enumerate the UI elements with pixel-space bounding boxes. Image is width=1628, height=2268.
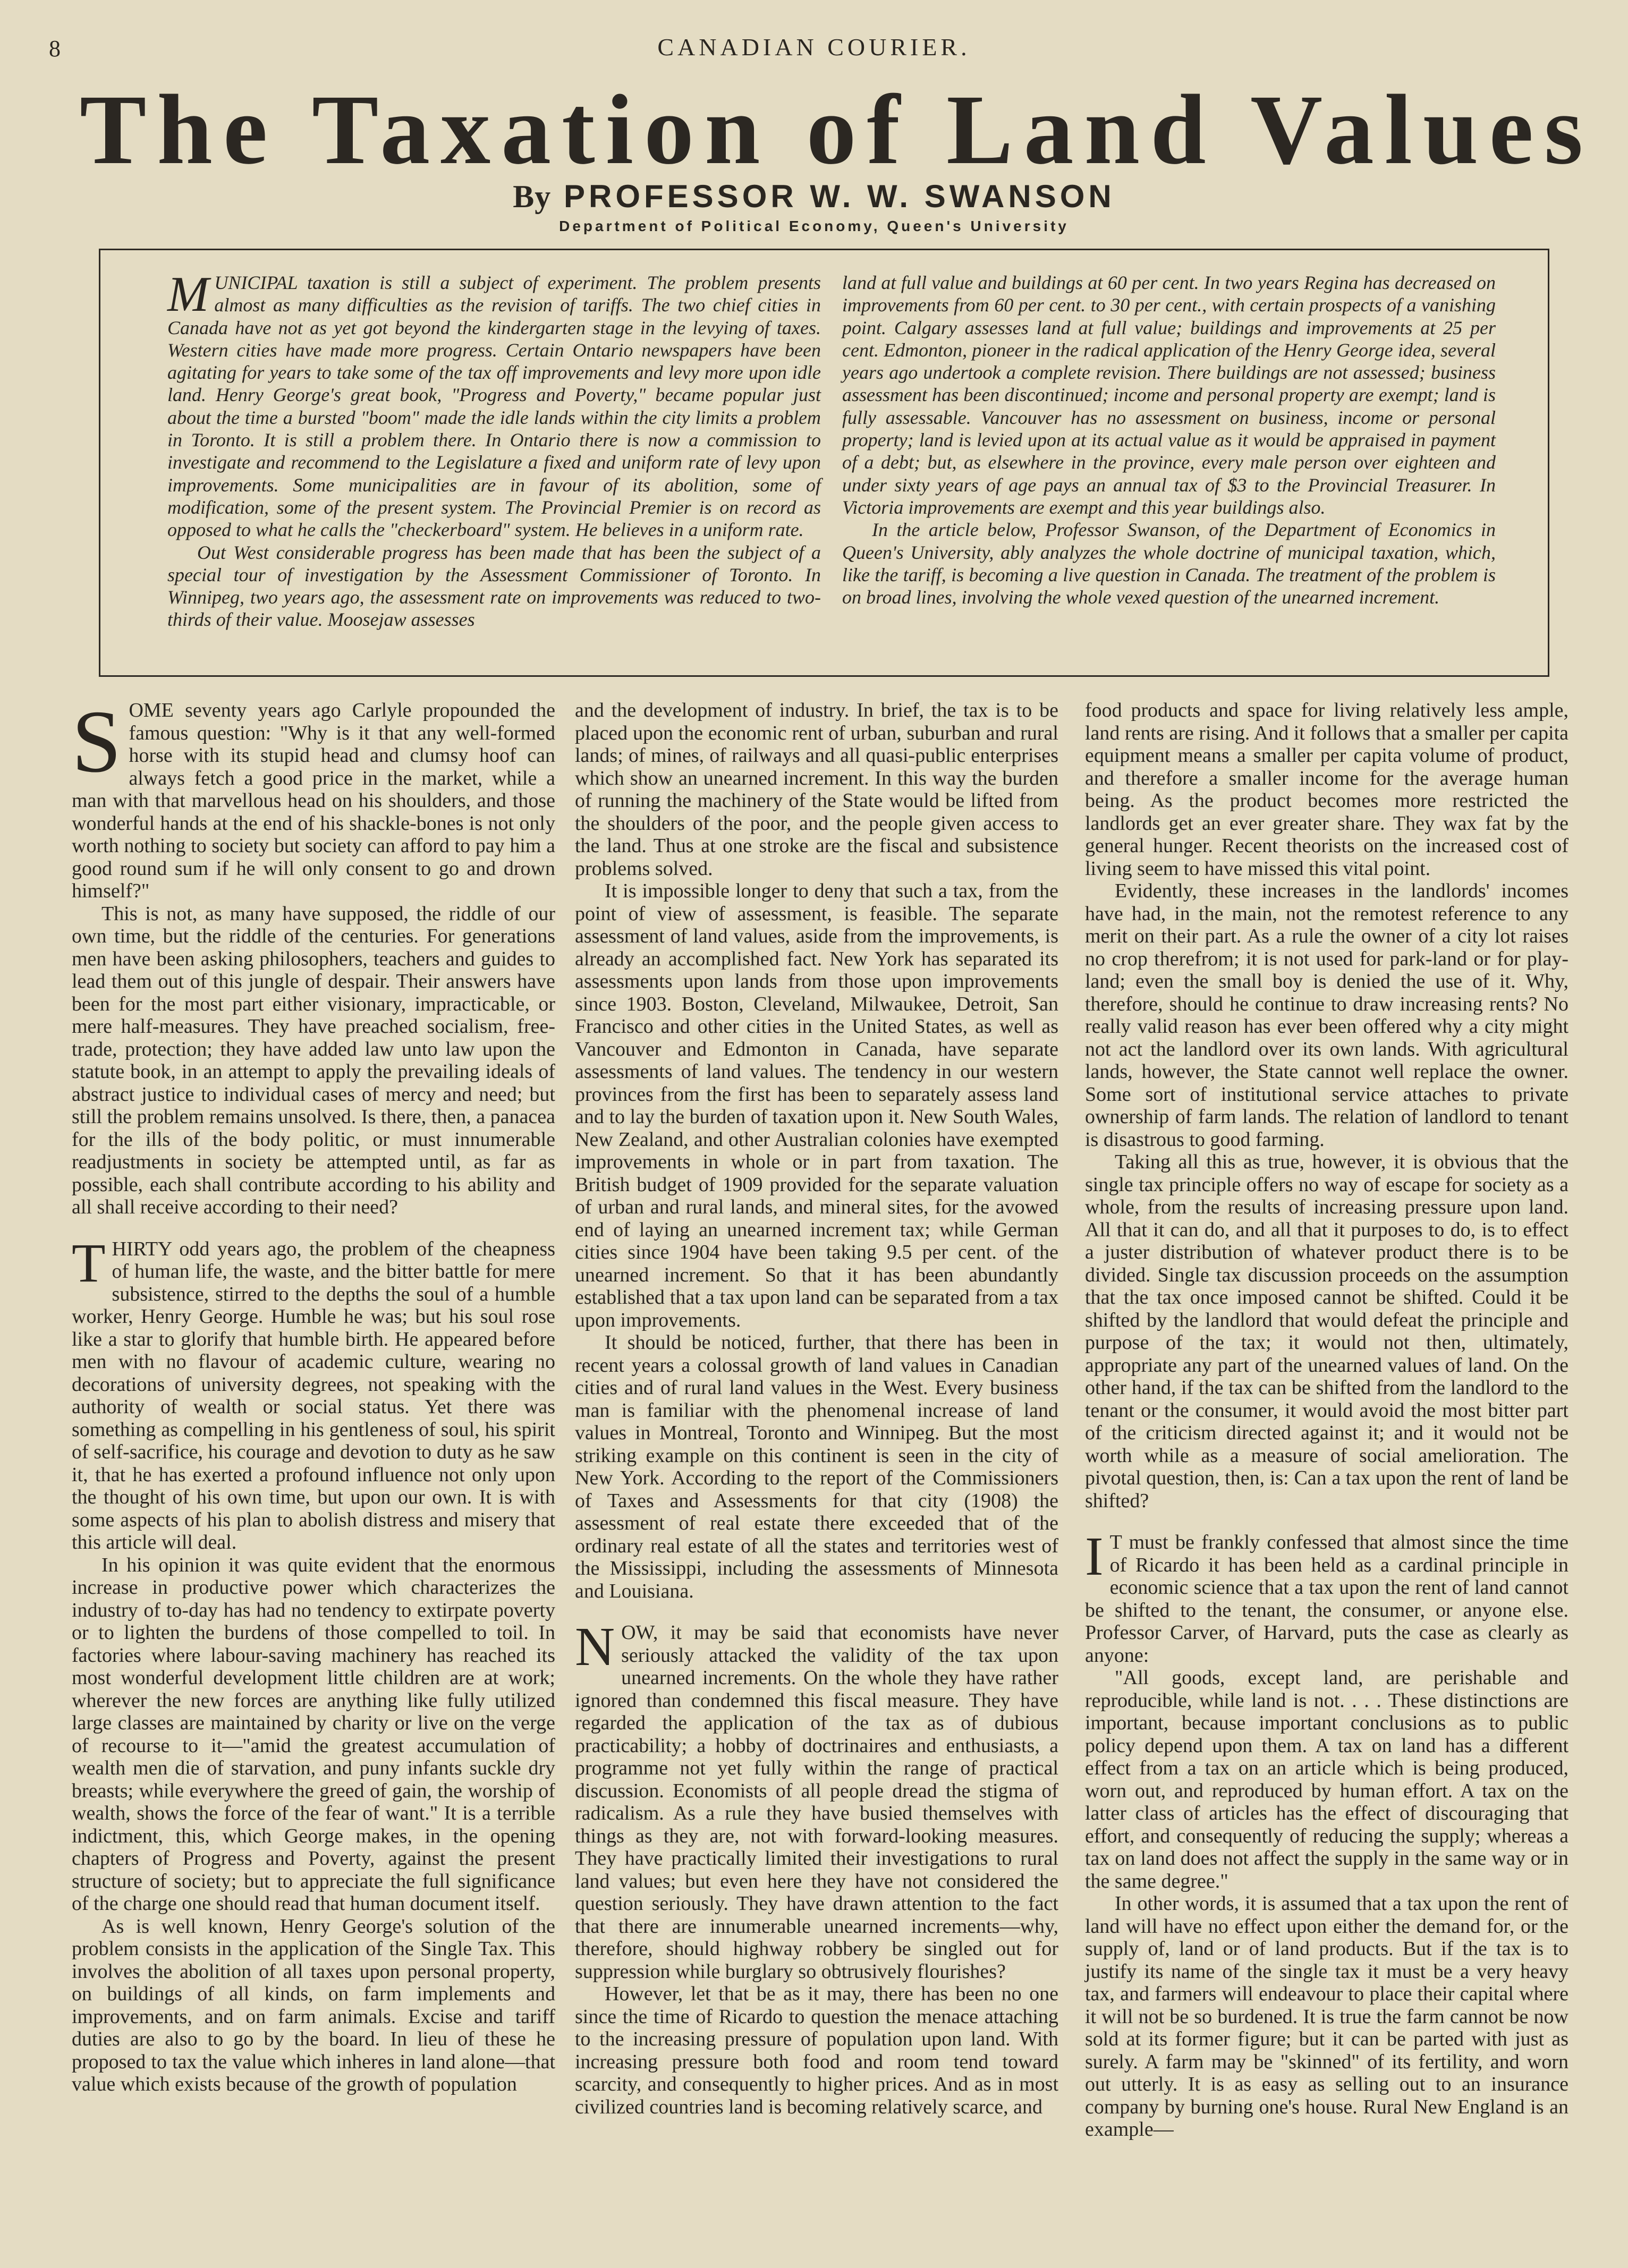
body-paragraph: As is well known, Henry George's solution of the problem consists in the application of the Single Tax. This involves the abolition of all taxes upon personal property, on buildings of all kinds, on farm implements and improvements, and on farm animals. Excise and tariff duties are also to go by the board. In lieu of these he proposed to tax the value which inheres in land alone—that value which exists because of the growth of population — [72, 1915, 555, 2095]
intro-column-left — [167, 267, 821, 631]
intro-paragraph: Out West considerable progress has been made that has been the subject of a special tour of investigation by the Assessment Commissioner of Toronto. In Winnipeg, two years ago, the assessment rate on improvements was reduced to two-thirds of their value. Moosejaw assesses — [167, 541, 821, 631]
body-paragraph: and the development of industry. In brief, the tax is to be placed upon the economic rent of urban, suburban and rural lands; of mines, of railways and all quasi-public enterprises which show an unearned increment. In this way the burden of running the machinery of the State would be lifted from the shoulders of the poor, and the people given access to the land. Thus at one stroke are the fiscal and subsistence problems solved. — [575, 699, 1058, 880]
intro-paragraph: In the article below, Professor Swanson, of the Department of Economics in Queen's University, ably analyzes the whole doctrine of municipal taxation, which, like the tariff, is becoming a live question in Canada. The treatment of the problem is on broad lines, involving the whole vexed question of the unearned increment. — [842, 519, 1496, 608]
body-paragraph: Evidently, these increases in the landlords' incomes have had, in the main, not the remotest reference to any merit on their part. As a rule the owner of a city lot raises no crop therefrom; it is not used for park-land or for play-land; even the small boy is denied the use of it. Why, therefore, should he continue to draw increasing rents? No really valid reason has ever been offered why a city might not act the landlord over its own lands. With agricultural lands, however, the State cannot well replace the owner. Some sort of institutional service attaches to private ownership of farm lands. The relation of landlord to tenant is disastrous to good farming. — [1085, 880, 1568, 1151]
body-column-3 — [1085, 699, 1568, 2141]
body-paragraph: "All goods, except land, are perishable and reproducible, while land is not. . . . These distinctions are important, because important conclusions as to public policy depend upon them. A tax on land has a different effect from a tax on an article which is being produced, worn out, and reproduced by human effort. A tax on the latter class of articles has the effect of discouraging that effort, and consequently of reducing the supply; whereas a tax on land does not affect the supply in the same way or in the same degree." — [1085, 1667, 1568, 1892]
intro-text: UNICIPAL taxation is still a subject of experiment. The problem presents almost as many difficulties as the revision of tariffs. The two chief cities in Canada have not as yet got beyond the kindergarten stage in the levying of taxes. Western cities have made more progress. Certain Ontario newspapers have been agitating for years to take some of the tax off improvements and levy more upon idle land. Henry George's great book, "Progress and Poverty," became popular just about the time a bursted "boom" made the idle lands within the city limits a problem in Toronto. It is still a problem there. In Ontario there is now a commission to investigate and recommend to the Legislature a fixed and uniform rate of levy upon improvements. Some municipalities are in favour of its abolition, some of modification, some of the present system. The Provincial Premier is on record as opposed to what he calls the "checkerboard" system. He believes in a uniform rate. — [167, 272, 821, 541]
paragraph-text: HIRTY odd years ago, the problem of the cheapness of human life, the waste, and the bitter battle for mere subsistence, stirred to the depths the soul of a humble worker, Henry George. Humble he was; but his soul rose like a star to glorify that humble birth. He appeared before men with no flavour of academic culture, wearing no decorations of university degrees, not speaking with the authority of wealth or social status. Yet there was something as compelling in his gentleness of soul, his spirit of self-sacrifice, his courage and devotion to duty as he saw it, that he has exerted a profound influence not only upon the thought of his own time, but upon our own. It is with some aspects of his plan to abolish distress and misery that this article will deal. — [72, 1237, 555, 1553]
author-department: Department of Political Economy, Queen's University — [559, 218, 1069, 234]
intro-paragraph: land at full value and buildings at 60 per cent. In two years Regina has decreased on improvements from 60 per cent. to 30 per cent., with certain prospects of a vanishing point. Calgary assesses land at full value; buildings and improvements at 25 per cent. Edmonton, pioneer in the radical application of the Henry George idea, several years ago undertook a complete revision. There buildings are not assessed; business assessment has been discontinued; income and personal property are exempt; land is fully assessable. Vancouver has no assessment on business, income or personal property; land is levied upon at its actual value as it would be appraised in payment of a debt; but, as elsewhere in the province, every male person over eighteen and under sixty years of age pays an annual tax of $3 to the Provincial Treasurer. In Victoria improvements are exempt and this year buildings also. — [842, 272, 1496, 518]
byline — [0, 178, 1628, 215]
author-name: PROFESSOR W. W. SWANSON — [563, 179, 1115, 214]
drop-cap: I — [1085, 1526, 1104, 1587]
body-paragraph: Taking all this as true, however, it is obvious that the single tax principle offers no way of escape for society as a whole, from the results of increasing pressure upon land. All that it can do, and all that it purposes to do, is to effect a juster distribution of whatever product there is to be divided. Single tax discussion proceeds on the assumption that the tax once imposed cannot be shifted. Could it be shifted by the landlord that would defeat the principle and purpose of the tax; it would not then, ultimately, appropriate any part of the unearned values of land. On the other hand, if the tax can be shifted from the landlord to the tenant or the consumer, it would avoid the most bitter part of the criticism directed against it; and it would not be worth while as a measure of social amelioration. The pivotal question, then, is: Can a tax upon the rent of land be shifted? — [1085, 1151, 1568, 1512]
paragraph-text: OW, it may be said that economists have never seriously attacked the validity of the tax upon unearned increments. On the whole they have rather ignored than condemned this fiscal measure. They have regarded the application of the tax as of dubious practicability; a hobby of doctrinaires and enthusiasts, a programme not yet fully within the range of practical discussion. Economists of all people dread the stigma of radicalism. As a rule they have busied themselves with things as they are, not with forward-looking measures. They have practically limited their investigations to rural land values; but even here they have not considered the question seriously. They have drawn attention to the fact that there are innumerable unearned increments—why, therefore, should highway robbery be singled out for suppression while burglary so obtrusively flourishes? — [575, 1621, 1058, 1983]
body-paragraph — [1085, 1526, 1568, 1667]
body-paragraph: In his opinion it was quite evident that the enormous increase in productive power which characterizes the industry of to-day has had no tendency to extirpate poverty or to lighten the burdens of those compelled to toil. In factories where labour-saving machinery has reached its most wonderful development little children are at work; wherever the new forces are anything like fully utilized large classes are maintained by charity or live on the verge of recourse to it—"amid the greatest accumulation of wealth men die of starvation, and puny infants suckle dry breasts; while everywhere the greed of gain, the worship of wealth, shows the force of the fear of want." It is a terrible indictment, this, which George makes, in the opening chapters of Progress and Poverty, against the present structure of society; but to appreciate the full significance of the charge one should read that human document itself. — [72, 1553, 555, 1915]
body-paragraph: However, let that be as it may, there has been no one since the time of Ricardo to question the menace attaching to the increasing pressure of population upon land. With increasing pressure both food and room tend toward scarcity, and consequently to higher prices. And as in most civilized countries land is becoming relatively scarce, and — [575, 1983, 1058, 2118]
body-paragraph — [72, 1232, 555, 1554]
body-paragraph: In other words, it is assumed that a tax upon the rent of land will have no effect upon either the demand for, or the supply of, land or of land products. But if the tax is to justify its name of the single tax it must be a very heavy tax, and farmers will endeavour to place their capital where it will not be so burdened. It is true the farm cannot be now sold at its former figure; but it can be parted with just as surely. A farm may be "skinned" of its fertility, and worn out utterly. It is as easy as selling out to an insurance company by burning one's house. Rural New England is an example— — [1085, 1892, 1568, 2140]
body-paragraph: It is impossible longer to deny that such a tax, from the point of view of assessment, is feasible. The separate assessment of land values, aside from the improvements, is already an accomplished fact. New York has separated its assessments upon lands from those upon improvements since 1903. Boston, Cleveland, Milwaukee, Detroit, San Francisco and other cities in the United States, as well as Vancouver and Edmonton in Canada, have separate assessments of land values. The tendency in our western provinces from the first has been to separately assess land and to lay the burden of taxation upon it. New South Wales, New Zealand, and other Australian colonies have exempted improvements in whole or in part from taxation. The British budget of 1909 provided for the separate valuation of urban and rural lands, and mineral sites, for the avowed end of laying an unearned increment tax; while German cities since 1904 have been taking 9.5 per cent. of the unearned increment. So that it has been abundantly established that a tax upon land can be separated from a tax upon improvements. — [575, 880, 1058, 1331]
drop-cap: T — [72, 1232, 106, 1294]
article-title: The Taxation of Land Values — [80, 74, 1594, 185]
paragraph-text: T must be frankly confessed that almost since the time of Ricardo it has been held as a cardinal principle in economic science that a tax upon the rent of land cannot be shifted to the tenant, the consumer, or anyone else. Professor Carver, of Harvard, puts the case as clearly as anyone: — [1085, 1531, 1568, 1667]
body-paragraph: It should be noticed, further, that there has been in recent years a colossal growth of land values in Canadian cities and of rural land values in the West. Every business man is familiar with the phenomenal increase of land values in Montreal, Toronto and Winnipeg. But the most striking example on this continent is seen in the city of New York. According to the report of the Commissioners of Taxes and Assessments for that city (1908) the assessment of real estate there exceeded that of the ordinary real estate of all the states and territories west of the Mississippi, including the assessments of Minnesota and Louisiana. — [575, 1331, 1058, 1602]
page-number: 8 — [49, 36, 61, 62]
body-paragraph — [72, 692, 555, 903]
body-column-2 — [575, 699, 1058, 2118]
body-column-1 — [72, 692, 555, 2096]
drop-cap: M — [167, 267, 209, 322]
intro-paragraph — [167, 267, 821, 541]
body-paragraph: food products and space for living relatively less ample, land rents are rising. And it follows that a smaller per capita equipment means a smaller per capita volume of product, and therefore a smaller income for the average human being. As the product becomes more restricted the landlords get an ever greater share. They wax fat by the general hunger. Recent theorists on the increased cost of living seem to have missed this vital point. — [1085, 699, 1568, 880]
byline-by: By — [513, 179, 552, 214]
drop-cap: S — [72, 692, 122, 791]
intro-box — [99, 249, 1549, 677]
drop-cap: N — [575, 1616, 615, 1677]
body-paragraph — [575, 1616, 1058, 1983]
body-paragraph: This is not, as many have supposed, the riddle of our own time, but the riddle of the centuries. For generations men have been asking philosophers, teachers and guides to lead them out of this jungle of despair. Their answers have been for the most part either visionary, impracticable, or mere half-measures. They have preached socialism, free-trade, protection; they have added law unto law upon the statute book, in an attempt to apply the prevailing ideals of abstract justice to individual cases of mercy and need; but still the problem remains unsolved. Is there, then, a panacea for the ills of the body politic, or must innumerable readjustments in society be attempted until, as far as possible, each shall contribute according to his ability and all shall receive according to their need? — [72, 902, 555, 1218]
publication-name: CANADIAN COURIER. — [657, 33, 971, 61]
intro-column-right — [842, 271, 1496, 608]
paragraph-text: OME seventy years ago Carlyle propounded the famous question: "Why is it that any well-formed horse with its stupid head and clumsy hoof can always fetch a good price in the market, while a man with that marvellous head on his shoulders, and those wonderful hands at the end of his shackle-bones is not only worth nothing to society but society can afford to pay him a good round sum if he will only consent to go and drown himself?" — [72, 699, 555, 902]
